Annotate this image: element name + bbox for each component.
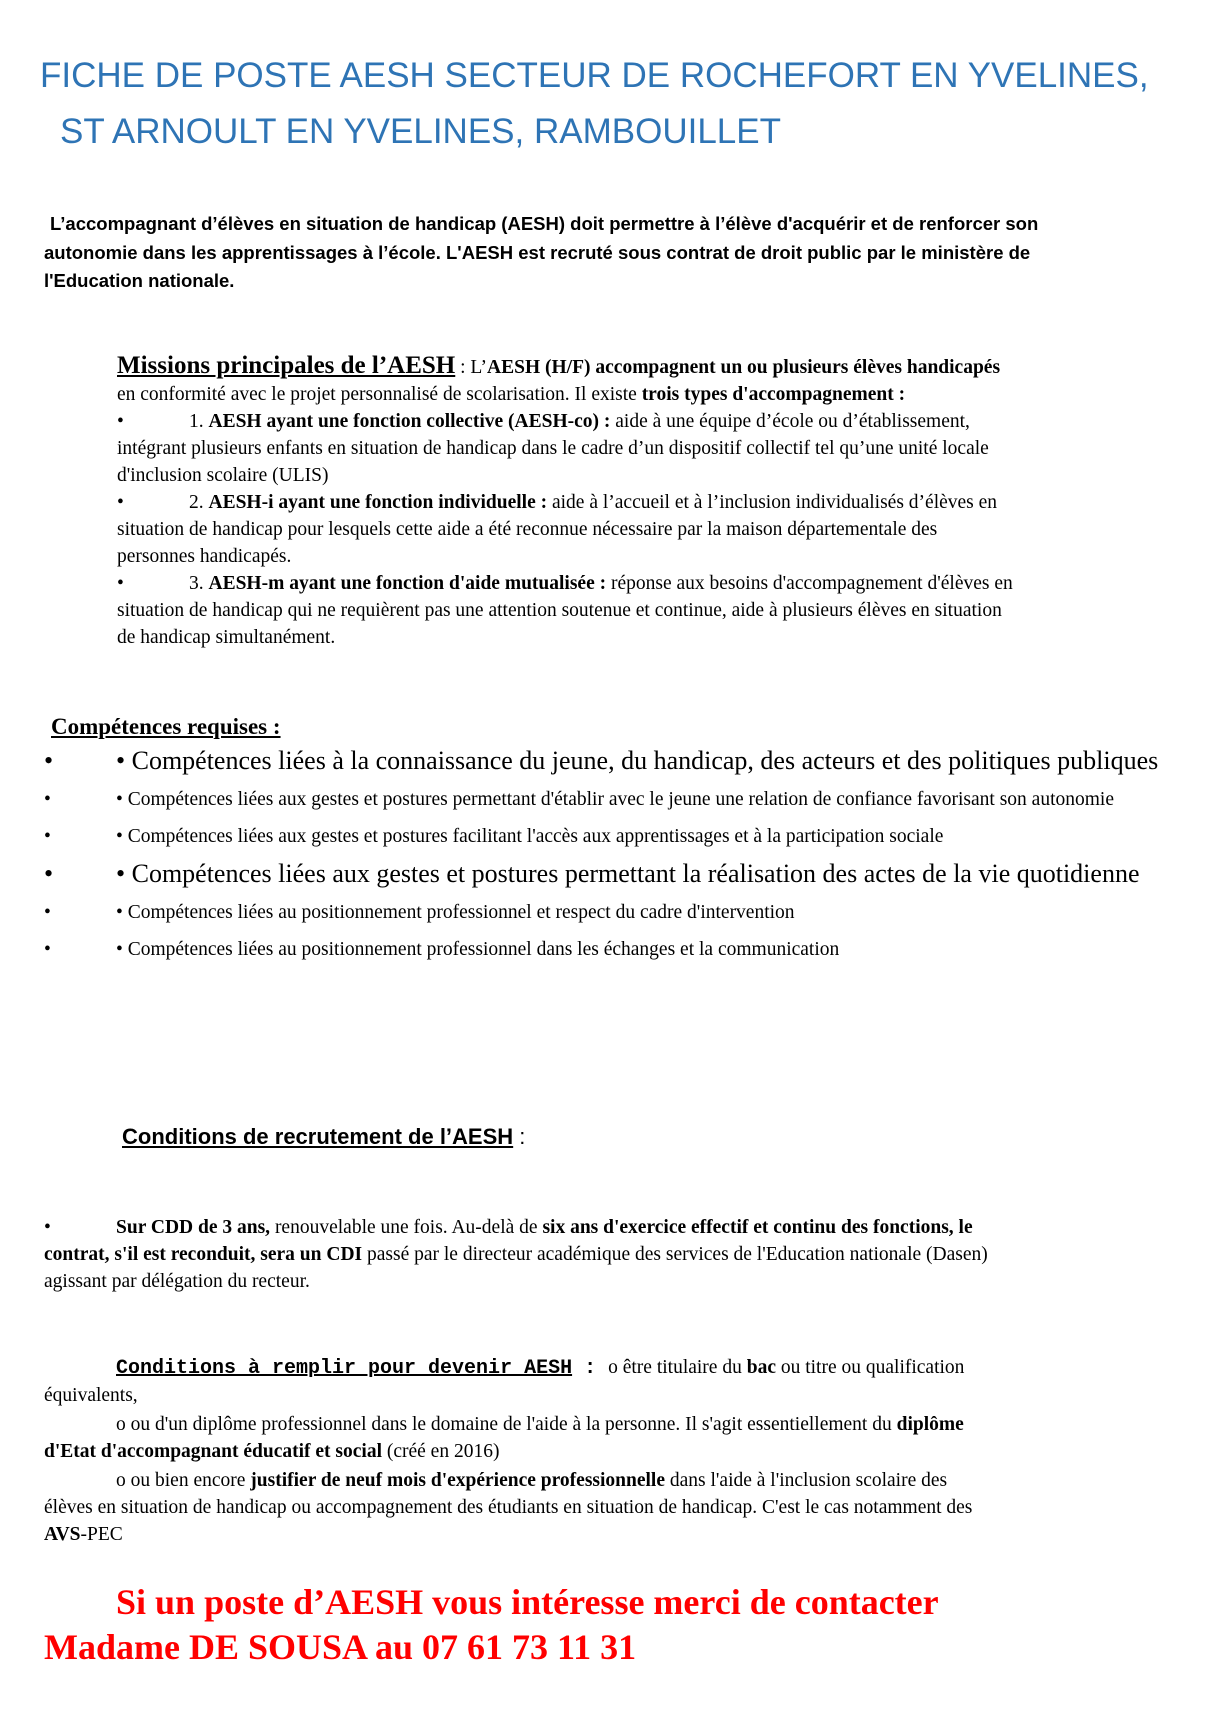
mission-2-title: AESH-i ayant une fonction individuelle : bbox=[208, 492, 548, 513]
title-line-2: ST ARNOULT EN YVELINES, RAMBOUILLET bbox=[60, 112, 781, 151]
mission-1-number: 1. bbox=[189, 411, 209, 432]
circle-bullet: o bbox=[608, 1357, 618, 1378]
intro-line-1: L’accompagnant d’élèves en situation de handicap (AESH) doit permettre à l’élève d'acquérir et de renforcer son bbox=[50, 213, 1039, 234]
mission-item-3 bbox=[117, 570, 1192, 651]
mission-1-title: AESH ayant une fonction collective (AESH-co) : bbox=[208, 411, 611, 432]
missions-intro bbox=[117, 352, 1192, 408]
condition-1-text-a: être titulaire du bbox=[617, 1357, 747, 1378]
competence-item bbox=[44, 936, 1194, 964]
missions-heading: Missions principales de l’AESH bbox=[117, 352, 456, 379]
recrutement-bold-2: six ans d'exercice effectif et continu des fonctions, le bbox=[542, 1217, 973, 1238]
conditions-colon: : bbox=[572, 1357, 609, 1380]
competence-text: • Compétences liées aux gestes et postures facilitant l'accès aux apprentissages et à la participation sociale bbox=[116, 826, 944, 847]
conditions-heading: Conditions à remplir pour devenir AESH bbox=[116, 1357, 573, 1380]
circle-bullet: o bbox=[116, 1470, 126, 1491]
recrutement-colon: : bbox=[513, 1124, 526, 1149]
condition-3-bold-2: AVS bbox=[44, 1524, 81, 1545]
condition-2-text-a: ou d'un diplôme professionnel dans le domaine de l'aide à la personne. Il s'agit essentiellement du bbox=[125, 1414, 897, 1435]
condition-item-3 bbox=[44, 1467, 1194, 1548]
competence-item bbox=[44, 786, 1194, 814]
mission-item-1 bbox=[117, 408, 1192, 489]
mission-2-text-b: situation de handicap pour lesquels cette aide a été reconnue nécessaire par la maison départementale des bbox=[117, 519, 938, 540]
bullet: • bbox=[44, 902, 51, 923]
mission-1-text-b: intégrant plusieurs enfants en situation de handicap dans le cadre d’un dispositif collectif tel qu’une unité locale bbox=[117, 438, 989, 459]
mission-3-text-b: situation de handicap qui ne requièrent pas une attention soutenue et continue, aide à plusieurs élèves en situation bbox=[117, 600, 1002, 621]
conditions-section bbox=[44, 1354, 1194, 1550]
missions-colon: : bbox=[455, 357, 471, 378]
missions-line2-text: en conformité avec le projet personnalisé de scolarisation. Il existe bbox=[117, 384, 642, 405]
bullet: • bbox=[44, 1217, 51, 1238]
condition-2-bold-2: d'Etat d'accompagnant éducatif et social bbox=[44, 1441, 382, 1462]
bullet: • bbox=[117, 411, 124, 432]
competence-item bbox=[44, 857, 1194, 890]
condition-1-bold: bac bbox=[746, 1357, 776, 1378]
missions-intro-bold: AESH (H/F) accompagnent un ou plusieurs élèves handicapés bbox=[487, 357, 1001, 378]
contact-line-1: Si un poste d’AESH vous intéresse merci de contacter bbox=[116, 1582, 939, 1622]
competence-item bbox=[44, 744, 1194, 777]
recrutement-heading-text: Conditions de recrutement de l’AESH bbox=[122, 1124, 514, 1149]
missions-section bbox=[117, 352, 1192, 651]
mission-2-number: 2. bbox=[189, 492, 209, 513]
condition-3-text-d: -PEC bbox=[80, 1524, 123, 1545]
mission-3-number: 3. bbox=[189, 573, 209, 594]
recrutement-text-1: renouvelable une fois. Au-delà de bbox=[270, 1217, 543, 1238]
competence-text: • Compétences liées aux gestes et postures permettant la réalisation des actes de la vie quotidienne bbox=[116, 859, 1140, 888]
recrutement-bold-1: Sur CDD de 3 ans, bbox=[116, 1217, 271, 1238]
intro-paragraph bbox=[44, 210, 1169, 296]
missions-line2-bold: trois types d'accompagnement : bbox=[641, 384, 906, 405]
recrutement-heading bbox=[122, 1124, 525, 1150]
condition-1-text-c: équivalents, bbox=[44, 1385, 138, 1406]
condition-3-text-b: dans l'aide à l'inclusion scolaire des bbox=[665, 1470, 948, 1491]
mission-3-title: AESH-m ayant une fonction d'aide mutualisée : bbox=[208, 573, 607, 594]
intro-line-2: autonomie dans les apprentissages à l’école. L'AESH est recruté sous contrat de droit public par le ministère de bbox=[44, 241, 1031, 263]
page-title bbox=[40, 48, 1200, 160]
recrutement-bold-3: contrat, s'il est reconduit, sera un CDI bbox=[44, 1244, 363, 1265]
mission-3-text-a: réponse aux besoins d'accompagnement d'élèves en bbox=[606, 573, 1013, 594]
condition-3-text-a: ou bien encore bbox=[125, 1470, 251, 1491]
condition-item-1 bbox=[44, 1354, 1194, 1409]
bullet: • bbox=[117, 573, 124, 594]
circle-bullet: o bbox=[116, 1414, 126, 1435]
bullet: • bbox=[117, 492, 124, 513]
competence-item bbox=[44, 899, 1194, 927]
missions-intro-text: L’ bbox=[470, 357, 488, 378]
condition-3-bold: justifier de neuf mois d'expérience professionnelle bbox=[250, 1470, 665, 1491]
intro-line-3: l'Education nationale. bbox=[44, 270, 235, 291]
recrutement-paragraph bbox=[44, 1214, 1194, 1295]
recrutement-text-3: agissant par délégation du recteur. bbox=[44, 1271, 310, 1292]
contact-callout bbox=[44, 1580, 1194, 1670]
bullet: • bbox=[44, 939, 51, 960]
competence-text: • Compétences liées au positionnement professionnel et respect du cadre d'intervention bbox=[116, 902, 795, 923]
bullet: • bbox=[44, 859, 54, 888]
contact-line-2: Madame DE SOUSA au 07 61 73 11 31 bbox=[44, 1627, 637, 1667]
mission-3-text-c: de handicap simultanément. bbox=[117, 627, 336, 648]
recrutement-text-2: passé par le directeur académique des services de l'Education nationale (Dasen) bbox=[362, 1244, 988, 1265]
title-line-1: FICHE DE POSTE AESH SECTEUR DE ROCHEFORT EN YVELINES, bbox=[40, 56, 1149, 95]
mission-item-2 bbox=[117, 489, 1192, 570]
bullet: • bbox=[44, 789, 51, 810]
competences-section bbox=[44, 712, 1194, 964]
condition-2-text-b: (créé en 2016) bbox=[381, 1441, 500, 1462]
condition-2-bold-1: diplôme bbox=[896, 1414, 964, 1435]
mission-2-text-c: personnes handicapés. bbox=[117, 546, 292, 567]
competence-text: • Compétences liées aux gestes et postures permettant d'établir avec le jeune une relation de confiance favorisant son autonomie bbox=[116, 789, 1114, 810]
condition-1-text-b: ou titre ou qualification bbox=[775, 1357, 965, 1378]
competence-text: • Compétences liées à la connaissance du jeune, du handicap, des acteurs et des politiques publiques bbox=[116, 746, 1159, 775]
mission-1-text-a: aide à une équipe d’école ou d’établissement, bbox=[610, 411, 970, 432]
competences-heading: Compétences requises : bbox=[51, 714, 281, 739]
condition-item-2 bbox=[44, 1411, 1194, 1465]
competence-item bbox=[44, 823, 1194, 851]
mission-1-text-c: d'inclusion scolaire (ULIS) bbox=[117, 465, 329, 486]
bullet: • bbox=[44, 746, 54, 775]
condition-3-text-c: élèves en situation de handicap ou accompagnement des étudiants en situation de handicap. C'est le cas notamment des bbox=[44, 1497, 973, 1518]
competence-text: • Compétences liées au positionnement professionnel dans les échanges et la communication bbox=[116, 939, 840, 960]
bullet: • bbox=[44, 826, 51, 847]
mission-2-text-a: aide à l’accueil et à l’inclusion individualisés d’élèves en bbox=[547, 492, 998, 513]
